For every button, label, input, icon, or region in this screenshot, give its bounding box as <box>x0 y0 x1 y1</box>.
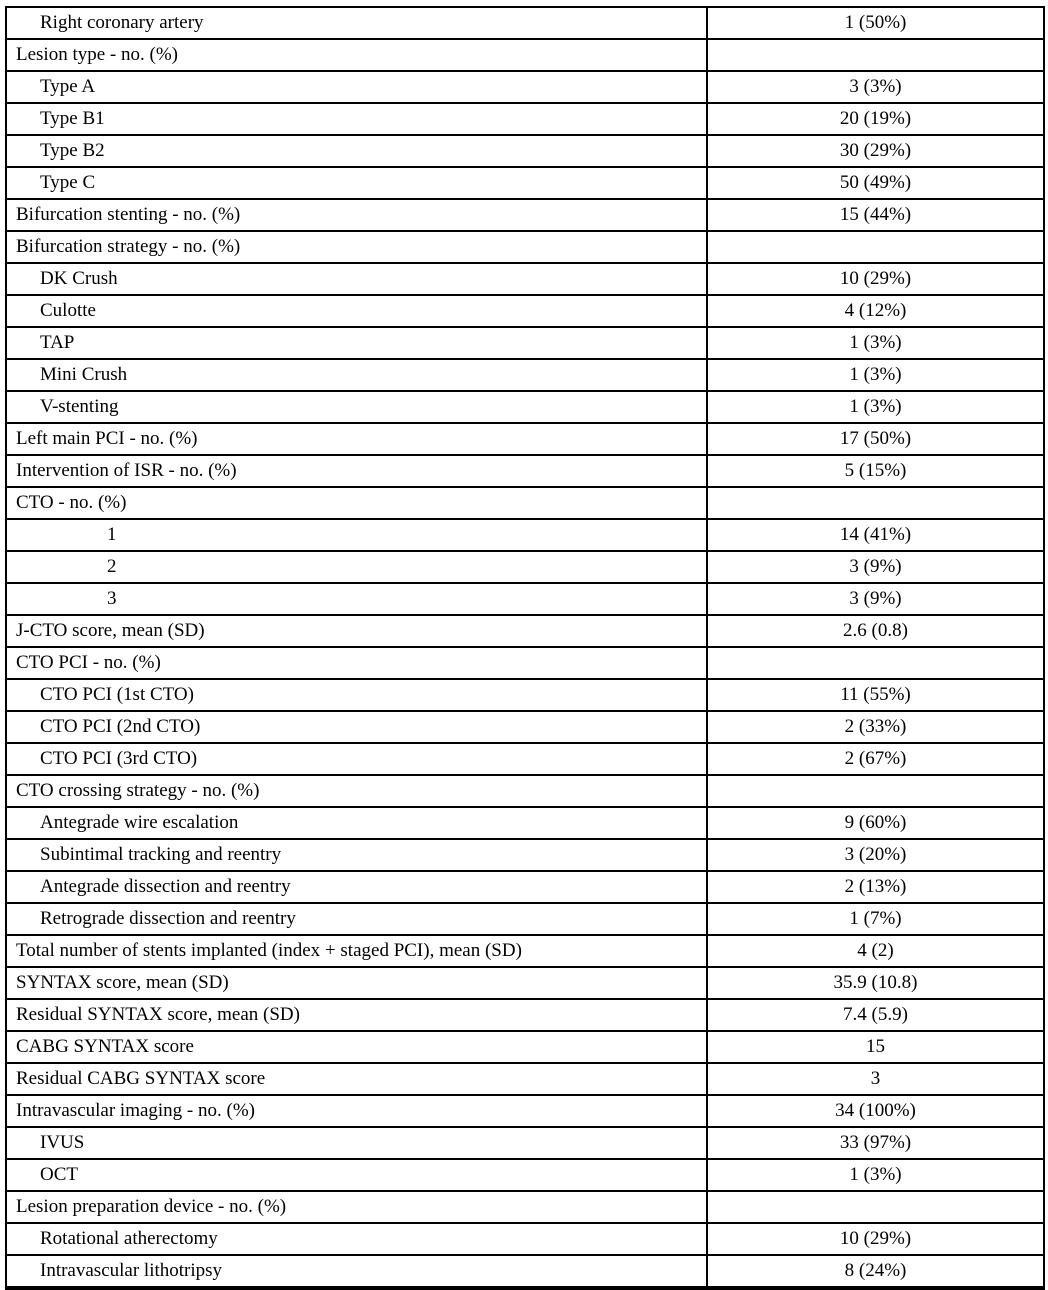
table-row <box>6 1095 1044 1127</box>
row-value: 1 (3%) <box>707 359 1044 391</box>
row-label: 2 <box>6 551 707 583</box>
table-row <box>6 39 1044 71</box>
row-label: Bifurcation strategy - no. (%) <box>6 231 707 263</box>
row-value: 11 (55%) <box>707 679 1044 711</box>
row-value: 2 (33%) <box>707 711 1044 743</box>
row-label: CTO crossing strategy - no. (%) <box>6 775 707 807</box>
row-label: IVUS <box>6 1127 707 1159</box>
row-value: 1 (3%) <box>707 1159 1044 1191</box>
table-row <box>6 775 1044 807</box>
table-row <box>6 839 1044 871</box>
table-row <box>6 135 1044 167</box>
row-value <box>707 1191 1044 1223</box>
row-label: DK Crush <box>6 263 707 295</box>
table-row <box>6 711 1044 743</box>
table-row <box>6 871 1044 903</box>
row-label: Residual SYNTAX score, mean (SD) <box>6 999 707 1031</box>
row-label: 1 <box>6 519 707 551</box>
row-value <box>707 775 1044 807</box>
row-label: Right coronary artery <box>6 7 707 39</box>
table-row <box>6 487 1044 519</box>
row-value: 15 (44%) <box>707 199 1044 231</box>
table-row <box>6 167 1044 199</box>
row-value: 14 (41%) <box>707 519 1044 551</box>
row-value: 3 (3%) <box>707 71 1044 103</box>
row-label: TAP <box>6 327 707 359</box>
table-row <box>6 359 1044 391</box>
table-body <box>6 7 1044 1288</box>
table-row <box>6 423 1044 455</box>
row-label: Type C <box>6 167 707 199</box>
table-row <box>6 967 1044 999</box>
row-value: 50 (49%) <box>707 167 1044 199</box>
row-label: 3 <box>6 583 707 615</box>
row-label: Culotte <box>6 295 707 327</box>
row-value: 3 <box>707 1063 1044 1095</box>
row-label: J-CTO score, mean (SD) <box>6 615 707 647</box>
table-row <box>6 519 1044 551</box>
table-row <box>6 1255 1044 1288</box>
row-value: 4 (12%) <box>707 295 1044 327</box>
table-row <box>6 1191 1044 1223</box>
row-label: Intravascular imaging - no. (%) <box>6 1095 707 1127</box>
table-row <box>6 743 1044 775</box>
row-label: Bifurcation stenting - no. (%) <box>6 199 707 231</box>
row-label: SYNTAX score, mean (SD) <box>6 967 707 999</box>
row-value: 1 (7%) <box>707 903 1044 935</box>
row-label: Antegrade wire escalation <box>6 807 707 839</box>
row-value: 2 (67%) <box>707 743 1044 775</box>
row-value: 35.9 (10.8) <box>707 967 1044 999</box>
table-row <box>6 295 1044 327</box>
table-row <box>6 7 1044 39</box>
table-row <box>6 455 1044 487</box>
row-value: 33 (97%) <box>707 1127 1044 1159</box>
row-value: 1 (3%) <box>707 327 1044 359</box>
row-label: Intravascular lithotripsy <box>6 1255 707 1288</box>
table-row <box>6 1031 1044 1063</box>
table-row <box>6 199 1044 231</box>
row-label: Retrograde dissection and reentry <box>6 903 707 935</box>
row-value: 3 (9%) <box>707 551 1044 583</box>
table-row <box>6 999 1044 1031</box>
row-label: Residual CABG SYNTAX score <box>6 1063 707 1095</box>
row-label: Type B2 <box>6 135 707 167</box>
row-label: Lesion type - no. (%) <box>6 39 707 71</box>
row-value: 4 (2) <box>707 935 1044 967</box>
row-label: Type B1 <box>6 103 707 135</box>
table-row <box>6 935 1044 967</box>
table-row <box>6 1127 1044 1159</box>
table-row <box>6 583 1044 615</box>
row-value: 15 <box>707 1031 1044 1063</box>
row-value: 8 (24%) <box>707 1255 1044 1288</box>
row-value <box>707 647 1044 679</box>
table-row <box>6 647 1044 679</box>
table-row <box>6 679 1044 711</box>
row-label: CABG SYNTAX score <box>6 1031 707 1063</box>
row-value: 1 (50%) <box>707 7 1044 39</box>
row-value: 2 (13%) <box>707 871 1044 903</box>
table-row <box>6 71 1044 103</box>
row-label: Subintimal tracking and reentry <box>6 839 707 871</box>
row-value: 5 (15%) <box>707 455 1044 487</box>
row-value: 20 (19%) <box>707 103 1044 135</box>
row-value: 30 (29%) <box>707 135 1044 167</box>
row-value: 10 (29%) <box>707 263 1044 295</box>
row-label: Rotational atherectomy <box>6 1223 707 1255</box>
row-value: 2.6 (0.8) <box>707 615 1044 647</box>
row-label: CTO PCI - no. (%) <box>6 647 707 679</box>
table-row <box>6 807 1044 839</box>
row-value <box>707 487 1044 519</box>
table-row <box>6 1223 1044 1255</box>
table-row <box>6 551 1044 583</box>
row-label: V-stenting <box>6 391 707 423</box>
table-row <box>6 231 1044 263</box>
row-label: CTO PCI (3rd CTO) <box>6 743 707 775</box>
row-label: Intervention of ISR - no. (%) <box>6 455 707 487</box>
row-value: 7.4 (5.9) <box>707 999 1044 1031</box>
row-label: Antegrade dissection and reentry <box>6 871 707 903</box>
row-label: Mini Crush <box>6 359 707 391</box>
row-value: 10 (29%) <box>707 1223 1044 1255</box>
row-value: 17 (50%) <box>707 423 1044 455</box>
row-label: Lesion preparation device - no. (%) <box>6 1191 707 1223</box>
row-value <box>707 39 1044 71</box>
table-row <box>6 615 1044 647</box>
procedural-characteristics-table <box>5 6 1045 1290</box>
table-row <box>6 391 1044 423</box>
table-row <box>6 1063 1044 1095</box>
row-label: OCT <box>6 1159 707 1191</box>
row-value: 3 (20%) <box>707 839 1044 871</box>
row-value <box>707 231 1044 263</box>
table-row <box>6 327 1044 359</box>
row-label: CTO PCI (1st CTO) <box>6 679 707 711</box>
row-label: Type A <box>6 71 707 103</box>
table-row <box>6 103 1044 135</box>
row-label: CTO PCI (2nd CTO) <box>6 711 707 743</box>
row-value: 9 (60%) <box>707 807 1044 839</box>
row-label: CTO - no. (%) <box>6 487 707 519</box>
row-value: 1 (3%) <box>707 391 1044 423</box>
row-value: 34 (100%) <box>707 1095 1044 1127</box>
table-row <box>6 263 1044 295</box>
table-row <box>6 903 1044 935</box>
row-label: Total number of stents implanted (index + staged PCI), mean (SD) <box>6 935 707 967</box>
table-row <box>6 1159 1044 1191</box>
row-label: Left main PCI - no. (%) <box>6 423 707 455</box>
row-value: 3 (9%) <box>707 583 1044 615</box>
